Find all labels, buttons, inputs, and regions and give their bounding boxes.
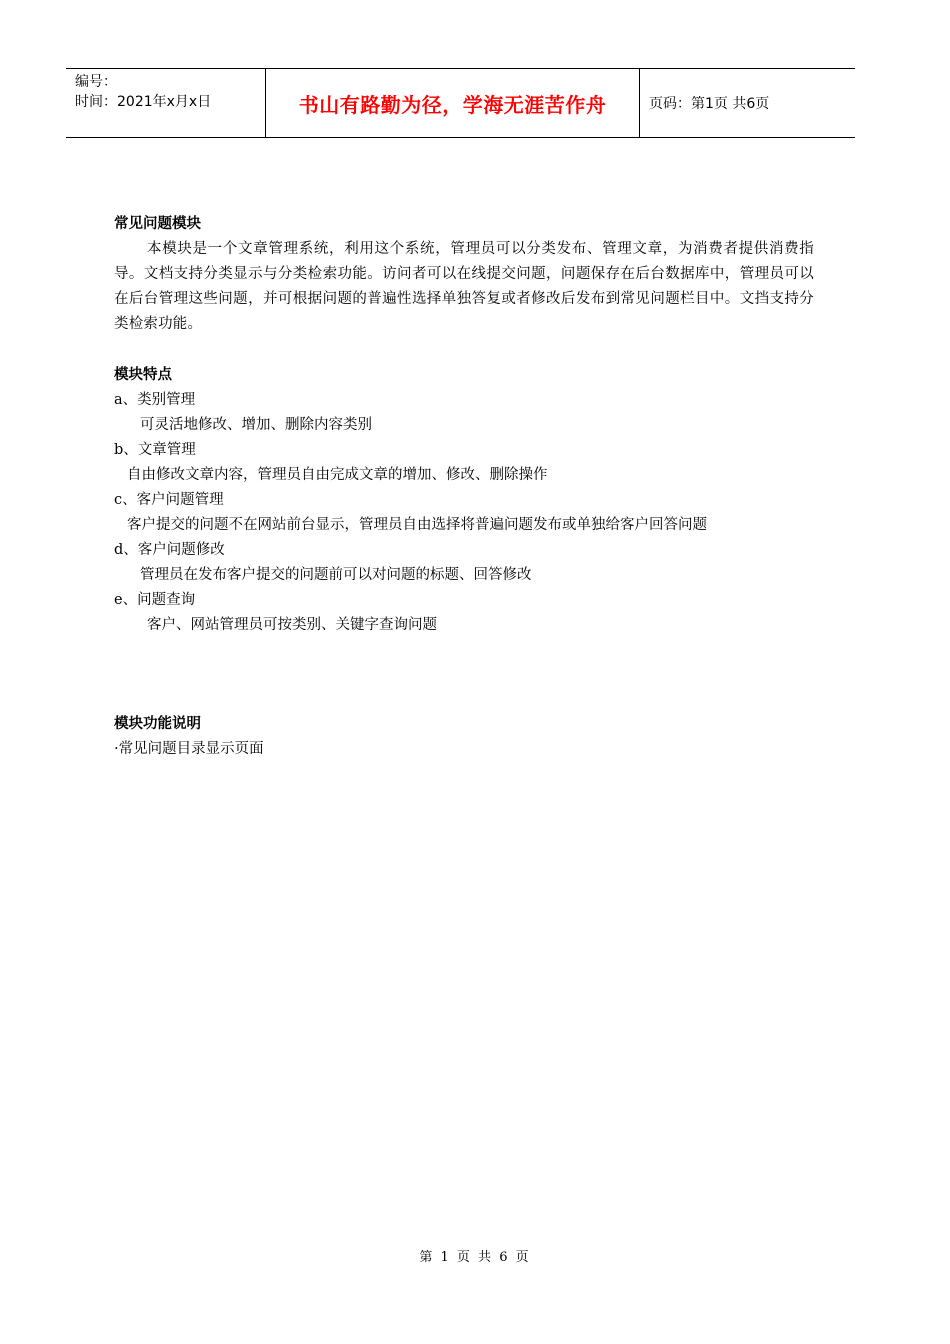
function-list-item: ·常见问题目录显示页面 (114, 741, 264, 757)
feature-item (114, 538, 814, 588)
feature-desc: 管理员在发布客户提交的问题前可以对问题的标题、回答修改 (140, 567, 532, 583)
section-paragraph-faq: 本模块是一个文章管理系统，利用这个系统，管理员可以分类发布、管理文章，为消费者提供消费指导。文档支持分类显示与分类检索功能。访问者可以在线提交问题，问题保存在后台数据库中，管理员可以在后台管理这些问题，并可根据问题的普遍性选择单独答复或者修改后发布到常见问题栏目中。文挡支持分类检索功能。 (114, 241, 814, 332)
feature-desc: 客户、网站管理员可按类别、关键字查询问题 (147, 617, 437, 633)
feature-item (114, 438, 814, 488)
header-meta (66, 69, 266, 137)
feature-title: b、文章管理 (114, 442, 196, 458)
feature-item (114, 488, 814, 538)
feature-title: d、客户问题修改 (114, 542, 225, 558)
feature-title: c、客户问题管理 (114, 492, 224, 508)
page-footer: 第 1 页 共 6 页 (419, 1250, 531, 1265)
section-title-faq: 常见问题模块 (114, 216, 201, 232)
document-body (114, 212, 814, 762)
document-header (66, 68, 855, 138)
feature-item (114, 388, 814, 438)
feature-item (114, 588, 814, 638)
section-title-functions: 模块功能说明 (114, 716, 201, 732)
feature-desc: 客户提交的问题不在网站前台显示，管理员自由选择将普遍问题发布或单独给客户回答问题 (127, 517, 707, 533)
feature-desc: 自由修改文章内容，管理员自由完成文章的增加、修改、删除操作 (127, 467, 548, 483)
motto-text: 书山有路勤为径，学海无涯苦作舟 (298, 92, 607, 117)
header-motto-cell (266, 69, 640, 137)
feature-desc: 可灵活地修改、增加、删除内容类别 (140, 417, 372, 433)
number-label: 编号： (75, 74, 117, 90)
feature-title: a、类别管理 (114, 392, 196, 408)
section-title-features: 模块特点 (114, 367, 172, 383)
feature-title: e、问题查询 (114, 592, 196, 608)
page-label: 页码：第1页 共6页 (649, 96, 770, 112)
time-label: 时间：2021年x月x日 (75, 94, 212, 110)
header-page-cell (640, 69, 855, 137)
